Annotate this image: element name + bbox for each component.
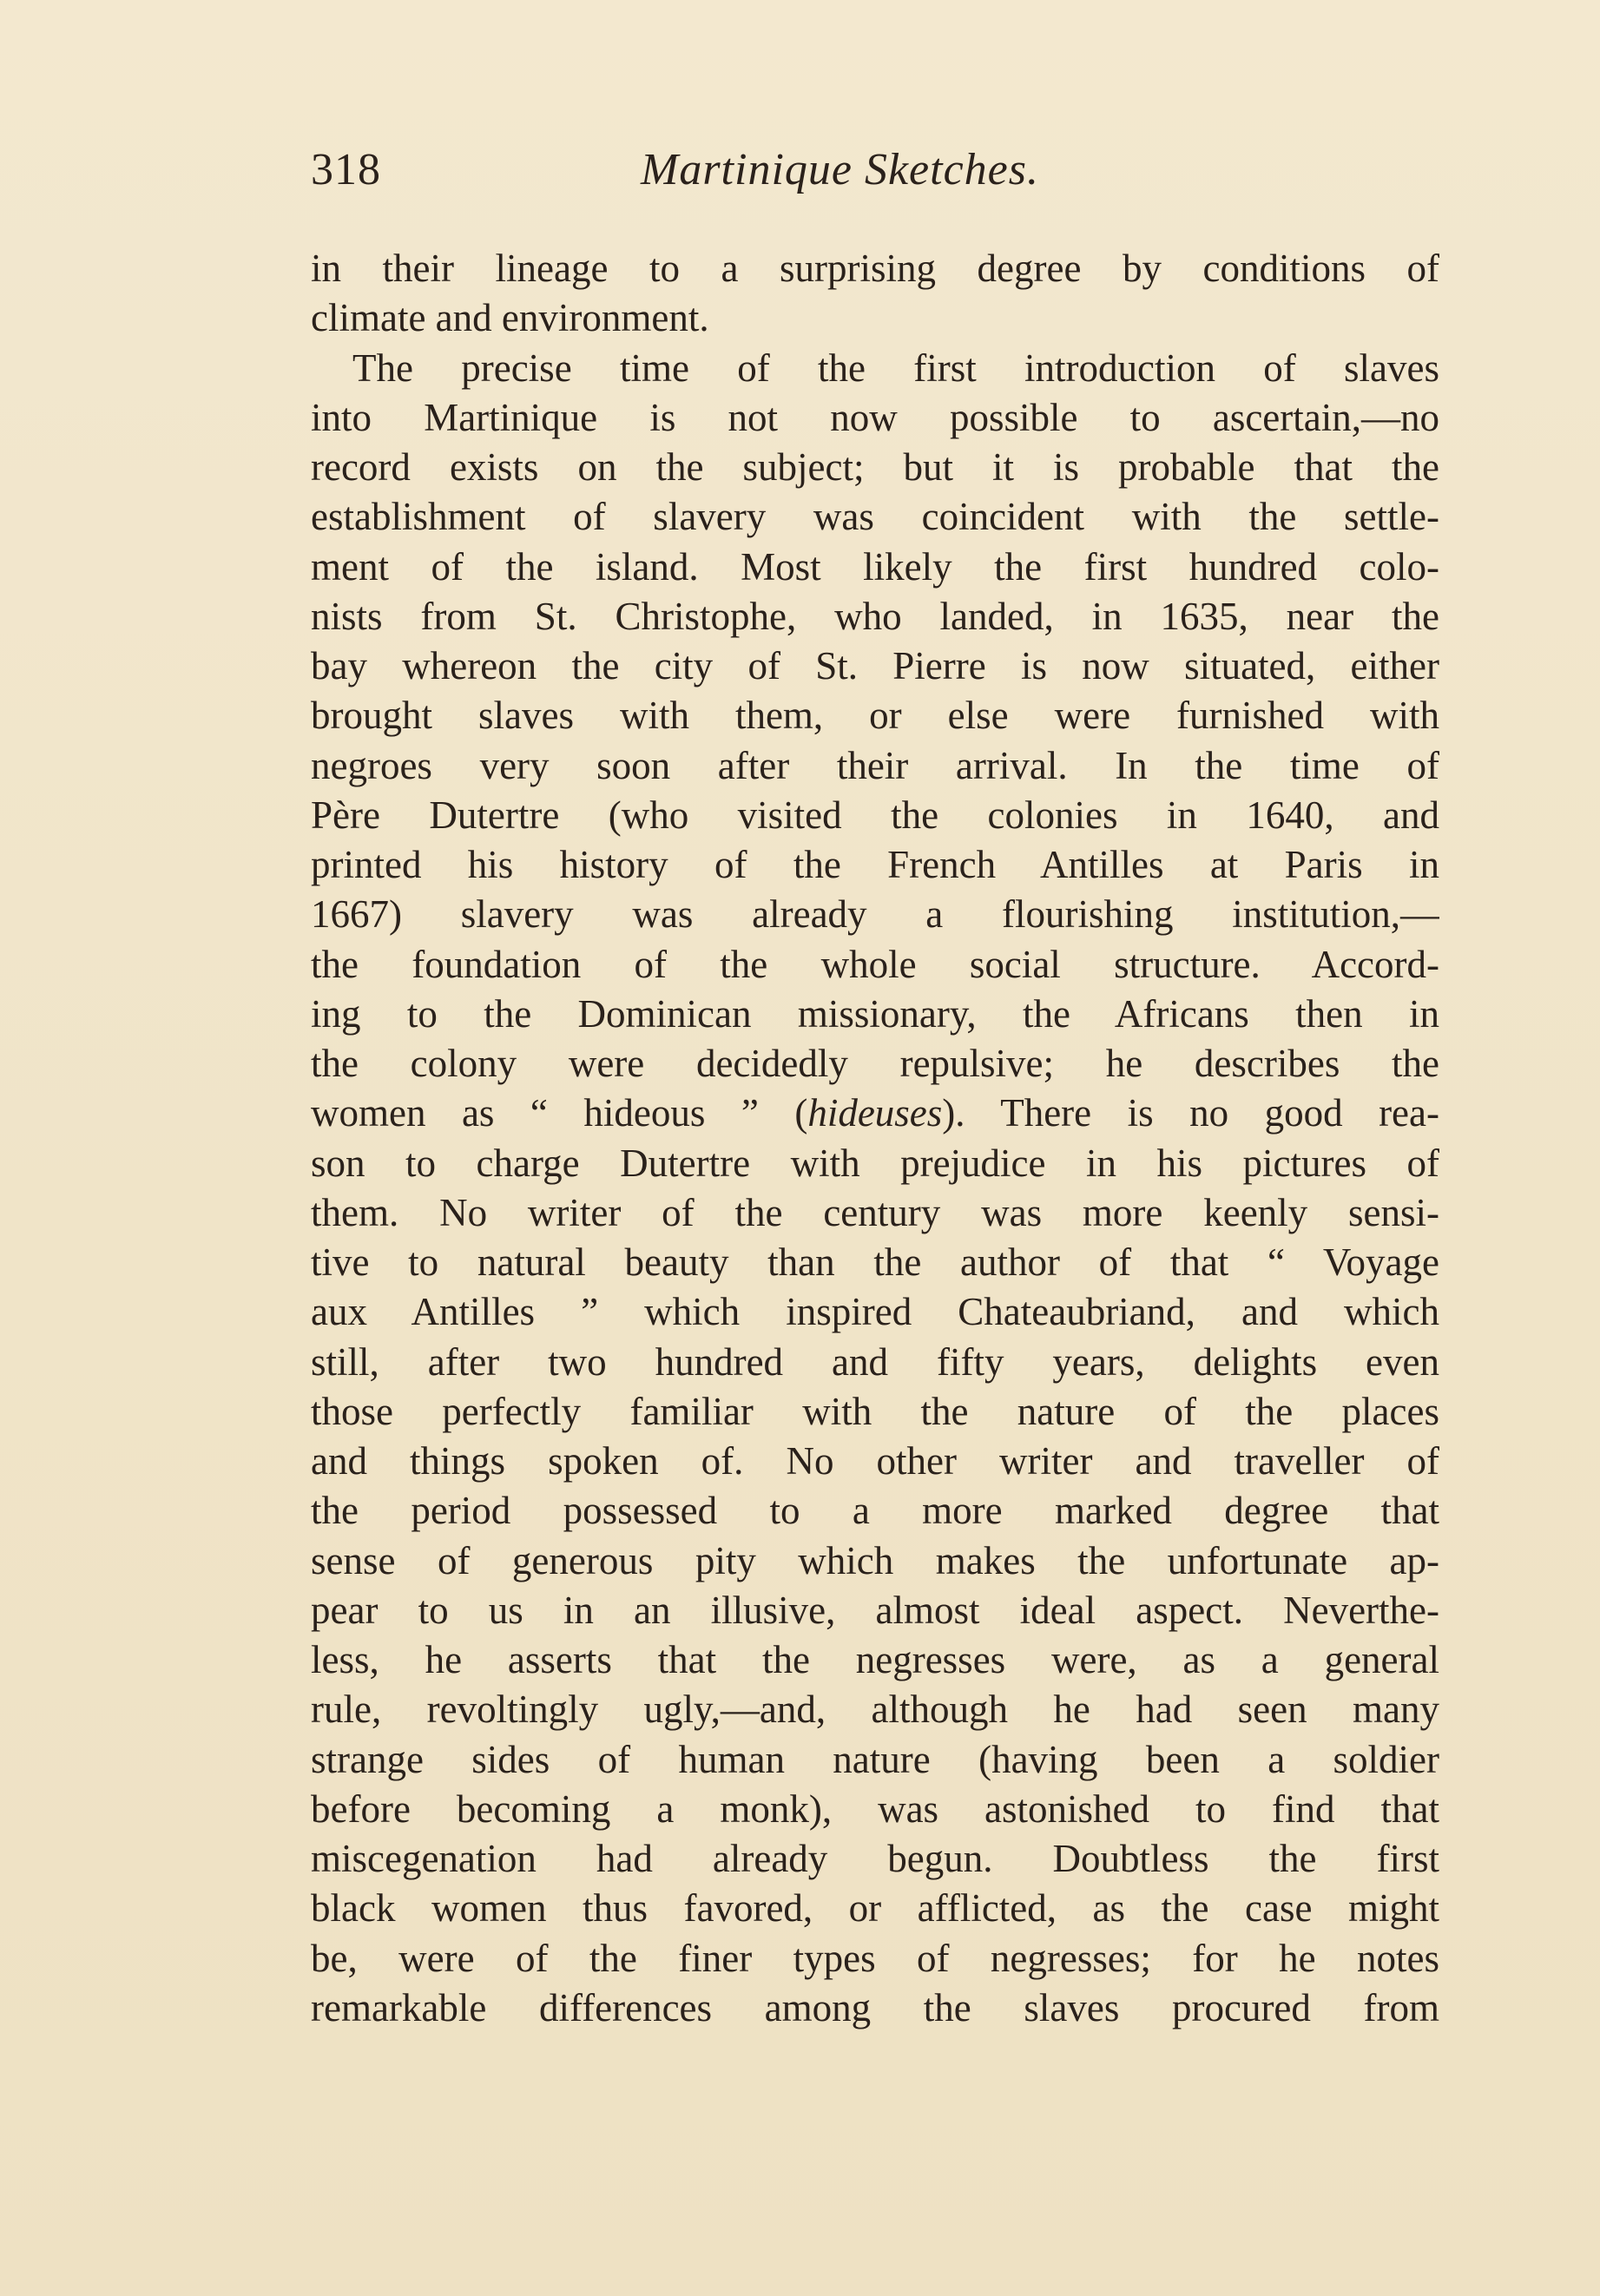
body-text <box>311 244 1439 2033</box>
text-line: those perfectly familiar with the nature of the places <box>311 1389 1439 1433</box>
text-line: printed his history of the French Antilles at Paris in <box>311 843 1439 886</box>
text-line: in their lineage to a surprising degree by conditions of <box>311 247 1439 290</box>
page-number: 318 <box>311 145 381 194</box>
text-line: bay whereon the city of St. Pierre is now situated, either <box>311 644 1439 687</box>
text-line: 1667) slavery was already a flourishing institution,— <box>311 892 1439 937</box>
text-line: the colony were decidedly repulsive; he describes the <box>311 1042 1439 1085</box>
text-line: the foundation of the whole social structure. Accord- <box>311 942 1439 986</box>
text-line: miscegenation had already begun. Doubtless the first <box>311 1837 1439 1880</box>
text-line: and things spoken of. No other writer and traveller of <box>311 1439 1439 1483</box>
text-line: climate and environment. <box>311 296 709 340</box>
text-line: ing to the Dominican missionary, the Africans then in <box>311 991 1439 1036</box>
italic-word-hideuses: hideuses <box>807 1091 943 1135</box>
text-line: be, were of the finer types of negresses; for he notes <box>311 1936 1439 1980</box>
text-line: the period possessed to a more marked degree that <box>311 1489 1439 1533</box>
text-line: establishment of slavery was coincident with the settle- <box>311 495 1439 539</box>
text-line: nists from St. Christophe, who landed, in 1635, near the <box>311 594 1439 638</box>
text-line: pear to us in an illusive, almost ideal aspect. Neverthe- <box>311 1588 1439 1632</box>
text-line: them. No writer of the century was more keenly sensi- <box>311 1190 1439 1234</box>
text-line: black women thus favored, or afflicted, as the case might <box>311 1886 1439 1931</box>
text-line: sense of generous pity which makes the unfortunate ap- <box>311 1538 1439 1582</box>
text-line: less, he asserts that the negresses were, as a general <box>311 1638 1439 1681</box>
text-line: negroes very soon after their arrival. In the time of <box>311 743 1439 787</box>
text-line: ment of the island. Most likely the first hundred colo- <box>311 544 1439 589</box>
text-line: rule, revoltingly ugly,—and, although he had seen many <box>311 1687 1439 1732</box>
text-segment: women as “ hideous ” ( <box>311 1091 808 1135</box>
text-line: Père Dutertre (who visited the colonies in 1640, and <box>311 793 1439 837</box>
text-line: record exists on the subject; but it is probable that the <box>311 445 1439 489</box>
running-title: Martinique Sketches. <box>641 145 1039 194</box>
text-line: brought slaves with them, or else were furnished with <box>311 694 1439 738</box>
text-line: still, after two hundred and fifty years, delights even <box>311 1339 1439 1384</box>
text-line: tive to natural beauty than the author of that “ Voyage <box>311 1240 1439 1284</box>
text-line: before becoming a monk), was astonished to find that <box>311 1786 1439 1831</box>
text-line-with-italic <box>311 1089 1439 1138</box>
text-line: son to charge Dutertre with prejudice in his pictures of <box>311 1141 1439 1185</box>
text-line: strange sides of human nature (having been a soldier <box>311 1737 1439 1781</box>
text-line: into Martinique is not now possible to ascertain,—no <box>311 395 1439 439</box>
text-line: remarkable differences among the slaves procured from <box>311 1985 1439 2030</box>
text-segment: ). There is no good rea- <box>942 1091 1439 1135</box>
paragraph-first-line: The precise time of the first introduction of slaves <box>352 345 1439 390</box>
text-line: aux Antilles ” which inspired Chateaubriand, and which <box>311 1290 1439 1334</box>
page-header <box>311 144 1439 205</box>
